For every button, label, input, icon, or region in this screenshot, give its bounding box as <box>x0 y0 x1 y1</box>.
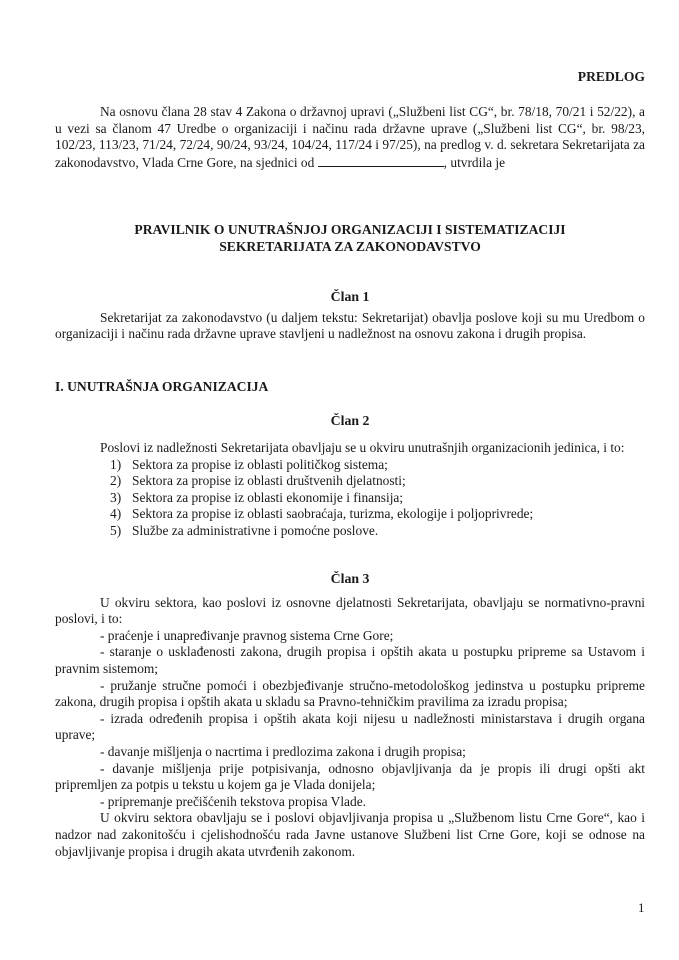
section-1-heading-block <box>55 379 645 396</box>
document-title <box>55 221 645 255</box>
list-item: 3) Sektora za propise iz oblasti ekonomije i finansija; <box>110 489 404 505</box>
article-1-heading: Član 1 <box>330 289 370 304</box>
article-1-text: Sekretarijat za zakonodavstvo (u daljem tekstu: Sekretarijat) obavlja poslove koji su mu Uredbom o organizaciji i načinu rada državne uprave stavljeni u nadležnost na osnovu zakona i drugih propisa. <box>55 309 645 342</box>
draft-label: PREDLOG <box>577 69 645 84</box>
duty-item: - staranje o usklađenosti zakona, drugih propisa i opštih akata u postupku pripreme sa Ustavom i pravnim sistemom; <box>55 644 645 676</box>
article-3-closing: U okviru sektora obavljaju se i poslovi objavljivanja propisa u „Službenom listu Crne Gore“, kao i nadzor nad zakonitošću i cjelishodnošću rada Javne ustanove Službeni list Crne Gore, koji se odnose na objavljivanje propisa i drugih akata utvrđenih zakonom. <box>55 810 645 859</box>
article-3-intro: U okviru sektora, kao poslovi iz osnovne djelatnosti Sekretarijata, obavljaju se normativno-pravni poslovi, i to: <box>55 594 645 627</box>
article-1 <box>55 289 645 343</box>
preamble <box>55 104 645 171</box>
article-3-heading: Član 3 <box>330 571 370 586</box>
article-3 <box>55 571 645 860</box>
title-line-1: PRAVILNIK O UNUTRAŠNJOJ ORGANIZACIJI I SISTEMATIZACIJI <box>134 222 566 237</box>
list-item: 2) Sektora za propise iz oblasti društvenih djelatnosti; <box>110 473 406 489</box>
section-1-heading: I. UNUTRAŠNJA ORGANIZACIJA <box>55 379 269 394</box>
duty-item: - davanje mišljenja prije potpisivanja, odnosno objavljivanja da je propis ili drugi opšti akt pripremljen za potpis u tekstu u kojem ga je Vlada donijela; <box>55 760 645 793</box>
duty-item: - davanje mišljenja o nacrtima i predlozima zakona i drugih propisa; <box>100 743 466 759</box>
title-line-2: SEKRETARIJATA ZA ZAKONODAVSTVO <box>219 239 481 254</box>
article-2-heading: Član 2 <box>330 413 370 428</box>
list-item: 5) Službe za administrativne i pomoćne poslove. <box>110 522 379 538</box>
article-2 <box>55 413 645 540</box>
list-item: 1) Sektora za propise iz oblasti političkog sistema; <box>110 456 388 472</box>
duty-item: - praćenje i unapređivanje pravnog sistema Crne Gore; <box>100 627 394 643</box>
preamble-text: Na osnovu člana 28 stav 4 Zakona o državnoj upravi („Službeni list CG“, br. 78/18, 70/21 i 52/22), a u vezi sa članom 47 Uredbe o organizaciji i načinu rada državne uprave („Službeni list CG“, br. 98/23, 102/23, 113/23, 71/24, 72/24, 90/24, 93/24, 104/24, 117/24 i 97/25), na predlog v. d. sekretara Sekretarijata za zakonodavstvo, Vlada Crne Gore, na sjednici od <box>55 104 645 170</box>
list-item: 4) Sektora za propise iz oblasti saobraćaja, turizma, ekologije i poljoprivrede; <box>110 506 534 522</box>
preamble-text-end: , utvrdila je <box>443 154 506 170</box>
organizational-units-list <box>55 457 645 540</box>
preamble-paragraph <box>55 104 645 171</box>
article-2-intro: Poslovi iz nadležnosti Sekretarijata obavljaju se u okviru unutrašnjih organizacionih jedinica, i to: <box>100 439 625 455</box>
duty-item: - pružanje stručne pomoći i obezbjeđivanje stručno-metodološkog jedinstva u postupku pripreme zakona, drugih propisa i opštih akata u skladu sa Pravno-tehničkim pravilima za izradu propisa; <box>55 677 645 710</box>
page-number: 1 <box>638 900 645 915</box>
duty-item: - izrada određenih propisa i opštih akata koji nijesu u nadležnosti ministarstava i drugih organa uprave; <box>55 710 645 743</box>
duty-item: - pripremanje prečišćenih tekstova propisa Vlade. <box>100 793 366 809</box>
session-date-blank <box>318 154 444 167</box>
